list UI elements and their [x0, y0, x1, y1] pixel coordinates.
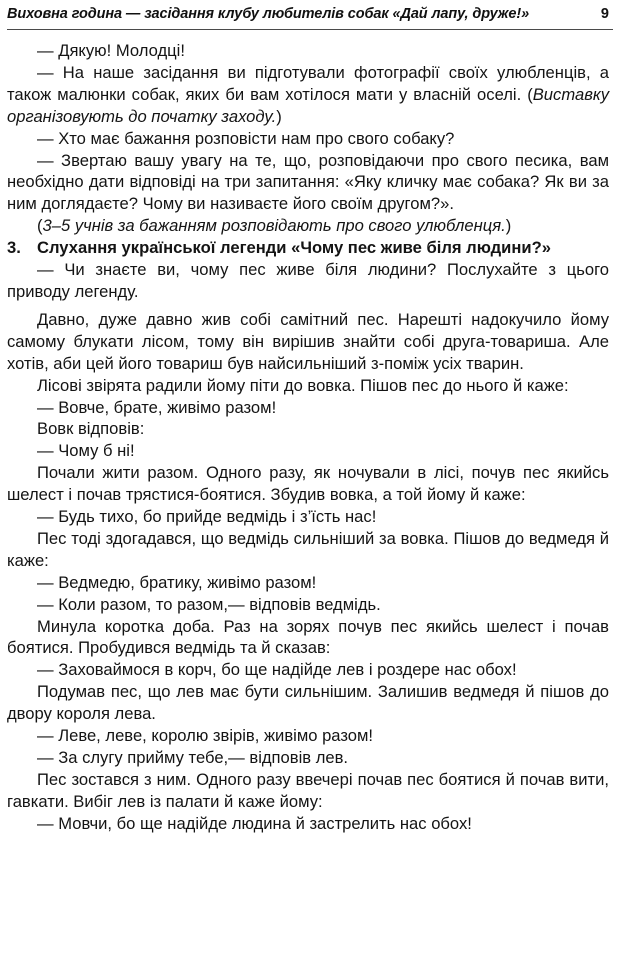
paragraph: — Заховаймося в корч, бо ще надійде лев і роздере нас обох! [37, 660, 517, 680]
paragraph: — Будь тихо, бо прийде ведмідь і з’їсть нас! [37, 507, 377, 527]
paragraph: — За слугу прийму тебе,— відповів лев. [37, 748, 349, 767]
stage-direction: Виставку організовують до початку заходу. [7, 84, 609, 126]
paragraph: — Чому б ні! [37, 441, 135, 461]
paragraph: Подумав пес, що лев має бути сильнішим. Залишив ведмедя й пішов до двору короля лева. [7, 682, 609, 724]
paragraph: Пес зостався з ним. Одного разу ввечері почав пес боятися й почав вити, гавкати. Вибіг лев із палати й каже йому: [7, 769, 609, 811]
page-header [7, 3, 613, 30]
paragraph: — Мовчи, бо ще надійде людина й застрелить нас обох! [37, 813, 472, 833]
paragraph: Давно, дуже давно жив собі самітний пес. Нарешті надокучило йому самому блукати лісом, тому він вирішив знайти собі друга-товариша. Але хотів, аби цей його товариш був найсильніший з-поміж усіх тварин. [7, 309, 609, 373]
section-title: Слухання української легенди «Чому пес живе біля людини?» [37, 238, 551, 258]
paragraph: Минула коротка доба. Раз на зорях почув пес якийсь шелест і почав боятися. Пробудився ведмідь та й сказав: [7, 616, 609, 658]
paragraph: Пес тоді здогадався, що ведмідь сильніший за вовка. Пішов до ведмедя й каже: [7, 528, 609, 570]
paragraph: — Леве, леве, королю звірів, живімо разом! [37, 726, 374, 746]
paragraph: — Дякую! Молодці! [37, 41, 185, 60]
paragraph-text: ) [505, 216, 512, 236]
running-head: Виховна година — засідання клубу любителів собак «Дай лапу, друже!» [7, 6, 530, 22]
paragraph: Вовк відповів: [37, 419, 145, 439]
paragraph-text: — На наше засідання ви підготували фотографії своїх улюбленців, а також малюнки собак, яких би вам хотілося мати у власній оселі. ( [7, 62, 609, 104]
paragraph: — Ведмедю, братику, живімо разом! [37, 572, 317, 592]
page-body [7, 40, 609, 835]
paragraph: — Коли разом, то разом,— відповів ведмідь. [37, 594, 381, 614]
paragraph: — Чи знаєте ви, чому пес живе біля людини? Послухайте з цього приводу легенду. [7, 260, 609, 301]
paragraph [7, 215, 609, 237]
paragraph: — Звертаю вашу увагу на те, що, розповідаючи про свого песика, вам необхідно дати відповіді на три запитання: «Яку кличку має собака? Як ви за ним доглядаєте? Чому ви називаєте його своїм другом?». [7, 150, 609, 214]
paragraph: Почали жити разом. Одного разу, як ночували в лісі, почув пес якийсь шелест і почав трястися-боятися. Збудив вовка, а той йому й каже: [7, 463, 609, 505]
stage-direction: 3–5 учнів за бажанням розповідають про свого улюбленця. [42, 216, 506, 236]
paragraph: Лісові звірята радили йому піти до вовка. Пішов пес до нього й каже: [37, 375, 569, 395]
section-number: 3. [7, 238, 21, 258]
paragraph: — Хто має бажання розповісти нам про свого собаку? [37, 128, 455, 148]
paragraph [7, 62, 609, 128]
paragraph-text: ( [37, 216, 43, 236]
paragraph: — Вовче, брате, живімо разом! [37, 397, 277, 417]
page-number: 9 [600, 6, 609, 22]
section-heading [7, 237, 609, 259]
paragraph-text: ) [276, 106, 282, 126]
